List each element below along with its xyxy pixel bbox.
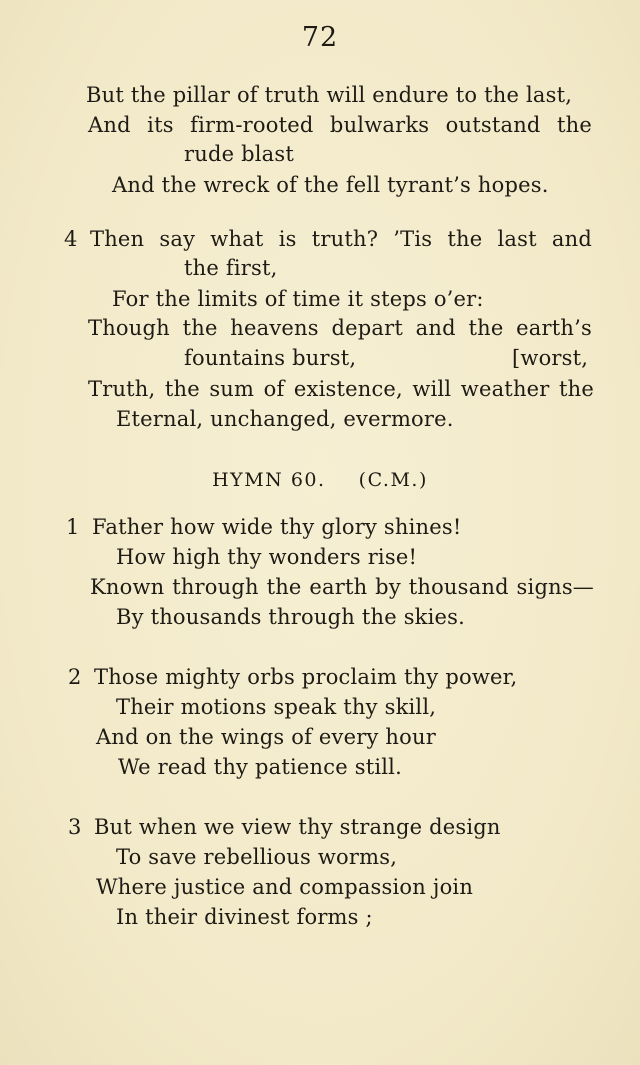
page-number: 72 [301, 22, 339, 53]
verse-line: We read thy patience still. [118, 755, 402, 779]
verse-line: And its firm-rooted bulwarks outstand the [88, 113, 592, 137]
stanza-number: 4 [64, 227, 78, 251]
stanza-number: 3 [68, 815, 82, 839]
verse-line: Their motions speak thy skill, [116, 695, 437, 719]
verse-line: And the wreck of the fell tyrant’s hopes. [112, 173, 549, 197]
verse-line: Known through the earth by thousand signs— [90, 575, 594, 599]
verse-line: In their divinest forms ; [116, 905, 373, 929]
verse-line: By thousands through the skies. [116, 605, 465, 629]
verse-line: the first, [184, 256, 278, 280]
hymn-title: HYMN 60. [212, 469, 326, 491]
verse-line: rude blast [184, 142, 295, 166]
verse-line: Truth, the sum of existence, will weather the [88, 377, 594, 401]
verse-line: For the limits of time it steps o’er: [112, 287, 484, 311]
verse-line: [worst, [512, 346, 589, 370]
verse-line: Eternal, unchanged, evermore. [116, 407, 454, 431]
verse-line: But the pillar of truth will endure to the last, [86, 83, 573, 107]
verse-line: fountains burst, [184, 346, 357, 370]
verse-line: Where justice and compassion join [96, 875, 474, 899]
verse-line: Those mighty orbs proclaim thy power, [94, 665, 518, 689]
hymn-meter: (C.M.) [358, 469, 428, 491]
verse-line: And on the wings of every hour [96, 725, 436, 749]
stanza-number: 1 [66, 515, 80, 539]
verse-line: But when we view thy strange design [94, 815, 501, 839]
verse-line: Then say what is truth? ’Tis the last and [90, 227, 592, 251]
verse-line: How high thy wonders rise! [116, 545, 418, 569]
stanza-number: 2 [68, 665, 82, 689]
verse-line: Father how wide thy glory shines! [92, 515, 462, 539]
verse-line: Though the heavens depart and the earth’s [88, 316, 592, 340]
verse-line: To save rebellious worms, [116, 845, 398, 869]
hymn-heading [0, 467, 640, 493]
